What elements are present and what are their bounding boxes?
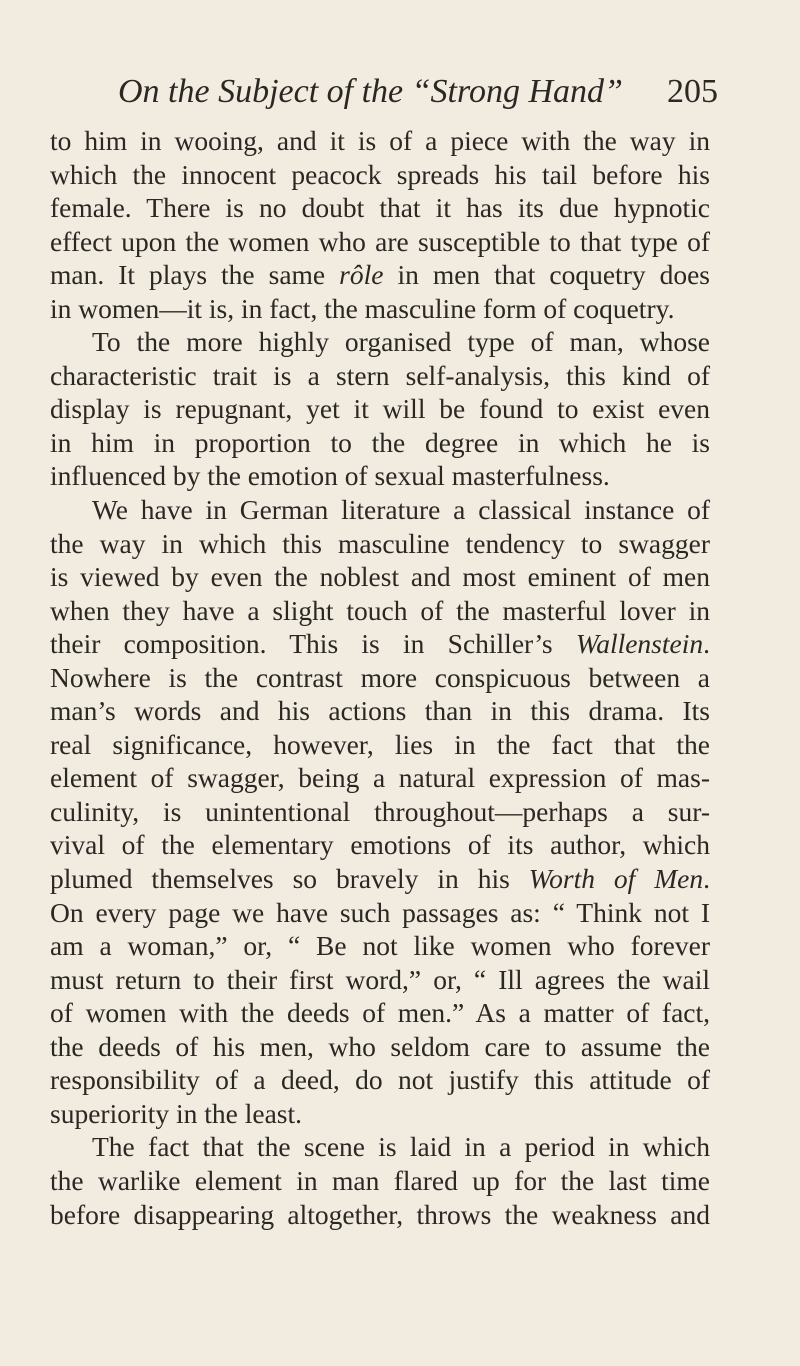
text-line: before disappearing altogether, throws the weakness and [50, 1198, 710, 1230]
text-line: the warlike element in man flared up for the last time [50, 1164, 710, 1196]
italic-title: Wallenstein [575, 628, 704, 660]
text-line: plumed themselves so bravely in his Worth of Men. [50, 863, 710, 895]
text-line: in women—it is, in fact, the masculine form of coquetry. [50, 292, 675, 324]
italic-term: rôle [339, 259, 384, 291]
text-line: display is repugnant, yet it will be found to exist even [50, 393, 710, 425]
page-number: 205 [667, 73, 718, 110]
text-line: the way in which this masculine tendency to swagger [50, 527, 710, 559]
text-line: in him in proportion to the degree in which he is [50, 426, 710, 458]
text-line: vival of the elementary emotions of its author, which [50, 829, 710, 861]
text-line: culinity, is unintentional throughout—perhaps a sur- [50, 795, 710, 827]
text-line: their composition. This is in Schiller’s Wallenstein. [50, 628, 710, 660]
text-line: the deeds of his men, who seldom care to assume the [50, 1030, 710, 1062]
running-head [118, 72, 718, 112]
text-line: On every page we have such passages as: “ Think not I [50, 896, 710, 928]
text-line: man. It plays the same rôle in men that coquetry does [50, 259, 711, 291]
text-line: superiority in the least. [50, 1097, 303, 1129]
italic-title: Worth of Men [528, 863, 704, 895]
text-line: influenced by the emotion of sexual masterfulness. [50, 460, 610, 492]
text-line: man’s words and his actions than in this drama. Its [50, 695, 710, 727]
text-line: which the innocent peacock spreads his tail before his [50, 158, 710, 190]
text-line: real significance, however, lies in the fact that the [50, 728, 710, 760]
text-line: characteristic trait is a stern self-analysis, this kind of [50, 359, 710, 391]
text-line: effect upon the women who are susceptible to that type of [50, 225, 710, 257]
paragraph-first-line: The fact that the scene is laid in a period in which [92, 1131, 710, 1163]
text-line: to him in wooing, and it is of a piece with the way in [50, 125, 710, 156]
text-line: Nowhere is the contrast more conspicuous between a [50, 661, 710, 693]
text-line: element of swagger, being a natural expression of mas- [50, 762, 710, 794]
text-line: must return to their first word,” or, “ Ill agrees the wail [50, 963, 710, 995]
text-line: of women with the deeds of men.” As a matter of fact, [50, 997, 710, 1029]
text-line: am a woman,” or, “ Be not like women who forever [50, 930, 710, 962]
text-line: responsibility of a deed, do not justify this attitude of [50, 1064, 710, 1096]
text-line: female. There is no doubt that it has its due hypnotic [50, 192, 710, 224]
paragraph-first-line: To the more highly organised type of man, whose [92, 326, 710, 358]
text-line: is viewed by even the noblest and most eminent of men [50, 561, 710, 593]
text-line: when they have a slight touch of the masterful lover in [50, 594, 710, 626]
running-head-title: On the Subject of the “Strong Hand” [118, 73, 623, 110]
paragraph-first-line: We have in German literature a classical instance of [92, 494, 710, 526]
body-text [50, 124, 710, 1231]
